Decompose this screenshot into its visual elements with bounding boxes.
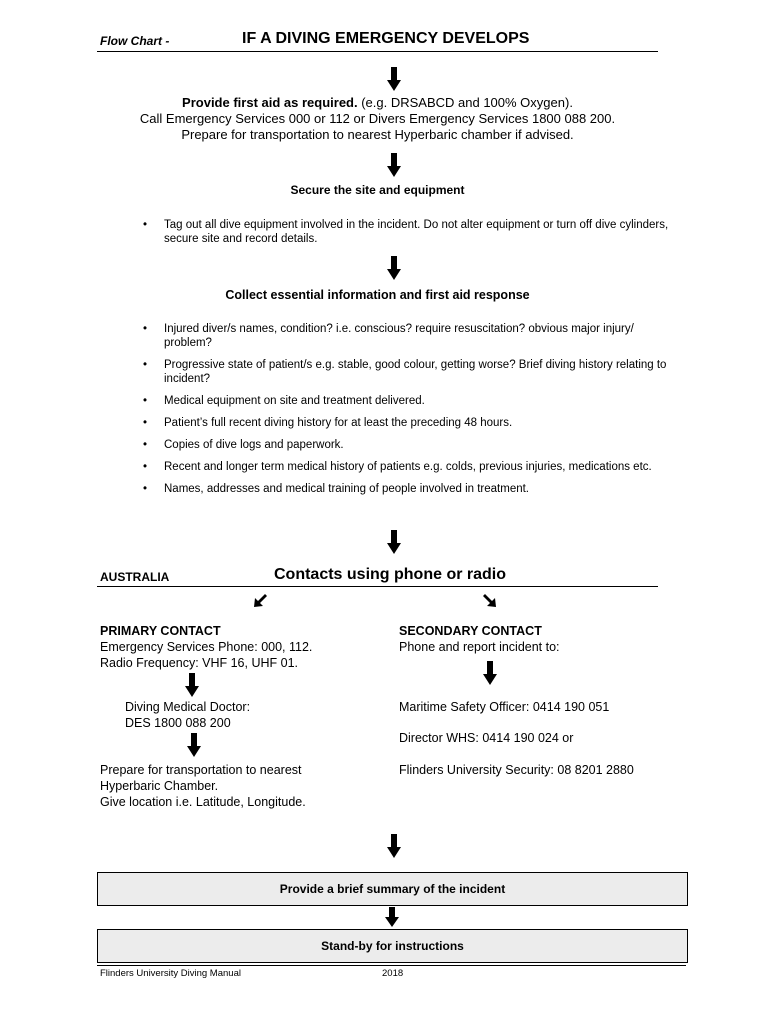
primary-contact bbox=[100, 623, 390, 671]
diagonal-arrow-right-icon bbox=[483, 594, 497, 608]
secure-site-heading: Secure the site and equipment bbox=[290, 183, 465, 197]
maritime-contact: Maritime Safety Officer: 0414 190 051 bbox=[399, 700, 610, 714]
diving-doctor-label: Diving Medical Doctor: bbox=[125, 700, 251, 714]
list-item: • Injured diver/s names, condition? i.e. conscious? require resuscitation? obvious major injury/ problem? bbox=[140, 322, 670, 350]
footer-divider bbox=[97, 965, 686, 966]
contacts-title: Contacts using phone or radio bbox=[274, 566, 507, 583]
summary-box: Provide a brief summary of the incident bbox=[97, 872, 688, 906]
collect-info-list bbox=[140, 322, 670, 504]
contacts-divider bbox=[97, 586, 658, 587]
radio-frequency: Radio Frequency: VHF 16, UHF 01. bbox=[100, 656, 298, 670]
first-aid-instructions bbox=[97, 95, 658, 143]
list-item: • Copies of dive logs and paperwork. bbox=[140, 438, 670, 452]
transport-line: Prepare for transportation to nearest Hyperbaric chamber if advised. bbox=[181, 127, 574, 142]
region-label: AUSTRALIA bbox=[100, 570, 170, 584]
list-item: • Medical equipment on site and treatment delivered. bbox=[140, 394, 670, 408]
transport-instructions bbox=[100, 762, 390, 810]
list-item: • Progressive state of patient/s e.g. stable, good colour, getting worse? Brief diving history relating to incident? bbox=[140, 358, 670, 386]
header-divider bbox=[97, 51, 658, 52]
list-item: • Recent and longer term medical history of patients e.g. colds, previous injuries, medications etc. bbox=[140, 460, 670, 474]
transport-line-1: Prepare for transportation to nearest bbox=[100, 763, 302, 777]
emergency-services-line: Call Emergency Services 000 or 112 or Divers Emergency Services 1800 088 200. bbox=[139, 111, 616, 126]
down-arrow-icon bbox=[387, 530, 401, 554]
des-phone: DES 1800 088 200 bbox=[125, 716, 231, 730]
down-arrow-icon bbox=[387, 67, 401, 91]
down-arrow-icon bbox=[185, 673, 199, 697]
list-item: • Names, addresses and medical training of people involved in treatment. bbox=[140, 482, 670, 496]
standby-box: Stand-by for instructions bbox=[97, 929, 688, 963]
down-arrow-icon bbox=[385, 907, 399, 927]
first-aid-heading: Provide first aid as required. bbox=[182, 95, 358, 110]
director-contact: Director WHS: 0414 190 024 or bbox=[399, 731, 574, 745]
down-arrow-icon bbox=[387, 256, 401, 280]
secondary-contact-heading: SECONDARY CONTACT bbox=[399, 624, 542, 638]
secure-site-list bbox=[140, 218, 670, 254]
down-arrow-icon bbox=[387, 153, 401, 177]
list-item: • Patient’s full recent diving history for at least the preceding 48 hours. bbox=[140, 416, 670, 430]
emergency-phone: Emergency Services Phone: 000, 112. bbox=[100, 640, 313, 654]
down-arrow-icon bbox=[187, 733, 201, 757]
secondary-contact bbox=[399, 623, 679, 655]
primary-contact-heading: PRIMARY CONTACT bbox=[100, 624, 221, 638]
collect-info-heading: Collect essential information and first aid response bbox=[225, 288, 530, 302]
security-contact: Flinders University Security: 08 8201 2880 bbox=[399, 763, 634, 777]
list-item: • Tag out all dive equipment involved in the incident. Do not alter equipment or turn off dive cylinders, secure site and record details. bbox=[140, 218, 670, 246]
down-arrow-icon bbox=[483, 661, 497, 685]
page-title: IF A DIVING EMERGENCY DEVELOPS bbox=[242, 30, 530, 47]
footer-year: 2018 bbox=[382, 968, 404, 979]
diving-doctor bbox=[125, 699, 385, 731]
transport-line-2: Hyperbaric Chamber. bbox=[100, 779, 219, 793]
transport-line-3: Give location i.e. Latitude, Longitude. bbox=[100, 795, 306, 809]
diagonal-arrow-left-icon bbox=[253, 594, 267, 608]
footer-manual: Flinders University Diving Manual bbox=[100, 968, 241, 979]
report-incident-line: Phone and report incident to: bbox=[399, 640, 560, 654]
down-arrow-icon bbox=[387, 834, 401, 858]
first-aid-detail: (e.g. DRSABCD and 100% Oxygen). bbox=[357, 95, 573, 110]
flow-chart-label: Flow Chart - bbox=[100, 34, 170, 48]
